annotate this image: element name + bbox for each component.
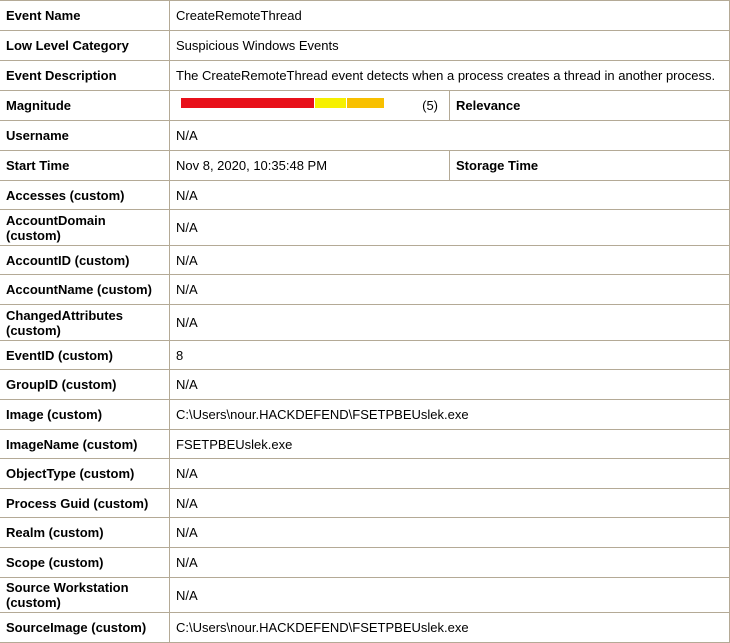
row-magnitude <box>0 91 730 121</box>
account-name-value: N/A <box>170 275 730 305</box>
row-low-level-category <box>0 31 730 61</box>
changed-attributes-value: N/A <box>170 305 730 341</box>
magnitude-bar-yellow <box>315 98 346 108</box>
row-event-id <box>0 341 730 370</box>
row-image <box>0 400 730 430</box>
event-description-value <box>170 61 730 91</box>
row-accesses <box>0 181 730 210</box>
row-source-image <box>0 613 730 643</box>
row-scope <box>0 548 730 578</box>
scope-value: N/A <box>170 548 730 578</box>
start-time-value: Nov 8, 2020, 10:35:48 PM <box>170 151 450 181</box>
row-object-type <box>0 459 730 489</box>
object-type-value: N/A <box>170 459 730 489</box>
row-event-name <box>0 1 730 31</box>
image-value: C:\Users\nour.HACKDEFEND\FSETPBEUslek.exe <box>170 400 730 430</box>
username-label: Username <box>0 121 170 151</box>
object-type-label: ObjectType (custom) <box>0 459 170 489</box>
realm-value: N/A <box>170 518 730 548</box>
account-domain-value: N/A <box>170 210 730 246</box>
username-value: N/A <box>170 121 730 151</box>
event-description-text: The CreateRemoteThread event detects when a process creates a thread in another process. <box>176 68 716 83</box>
row-account-domain <box>0 210 730 246</box>
group-id-label: GroupID (custom) <box>0 370 170 400</box>
row-changed-attributes <box>0 305 730 341</box>
account-id-label: AccountID (custom) <box>0 246 170 275</box>
relevance-label: Relevance <box>450 91 730 121</box>
account-id-value: N/A <box>170 246 730 275</box>
event-name-value: CreateRemoteThread <box>170 1 730 31</box>
account-name-label: AccountName (custom) <box>0 275 170 305</box>
scope-label: Scope (custom) <box>0 548 170 578</box>
magnitude-label: Magnitude <box>0 91 170 121</box>
row-process-guid <box>0 489 730 518</box>
image-name-value: FSETPBEUslek.exe <box>170 430 730 459</box>
magnitude-value: (5) <box>422 98 438 113</box>
image-label: Image (custom) <box>0 400 170 430</box>
process-guid-value: N/A <box>170 489 730 518</box>
row-realm <box>0 518 730 548</box>
storage-time-label: Storage Time <box>450 151 730 181</box>
source-image-value: C:\Users\nour.HACKDEFEND\FSETPBEUslek.exe <box>170 613 730 643</box>
source-workstation-value: N/A <box>170 578 730 613</box>
magnitude-bar-orange <box>347 98 384 108</box>
magnitude-cell <box>170 91 450 121</box>
accesses-label: Accesses (custom) <box>0 181 170 210</box>
event-id-label: EventID (custom) <box>0 341 170 370</box>
row-source-workstation <box>0 578 730 613</box>
row-image-name <box>0 430 730 459</box>
row-username <box>0 121 730 151</box>
event-description-label: Event Description <box>0 61 170 91</box>
row-account-name <box>0 275 730 305</box>
realm-label: Realm (custom) <box>0 518 170 548</box>
group-id-value: N/A <box>170 370 730 400</box>
image-name-label: ImageName (custom) <box>0 430 170 459</box>
process-guid-label: Process Guid (custom) <box>0 489 170 518</box>
row-start-time <box>0 151 730 181</box>
event-id-value: 8 <box>170 341 730 370</box>
row-event-description <box>0 61 730 91</box>
source-workstation-label: Source Workstation (custom) <box>0 578 170 613</box>
event-name-label: Event Name <box>0 1 170 31</box>
row-account-id <box>0 246 730 275</box>
account-domain-label: AccountDomain (custom) <box>0 210 170 246</box>
low-level-category-label: Low Level Category <box>0 31 170 61</box>
start-time-label: Start Time <box>0 151 170 181</box>
magnitude-bar <box>181 98 384 108</box>
changed-attributes-label: ChangedAttributes (custom) <box>0 305 170 341</box>
accesses-value: N/A <box>170 181 730 210</box>
source-image-label: SourceImage (custom) <box>0 613 170 643</box>
magnitude-bar-red <box>181 98 314 108</box>
row-group-id <box>0 370 730 400</box>
low-level-category-value: Suspicious Windows Events <box>170 31 730 61</box>
